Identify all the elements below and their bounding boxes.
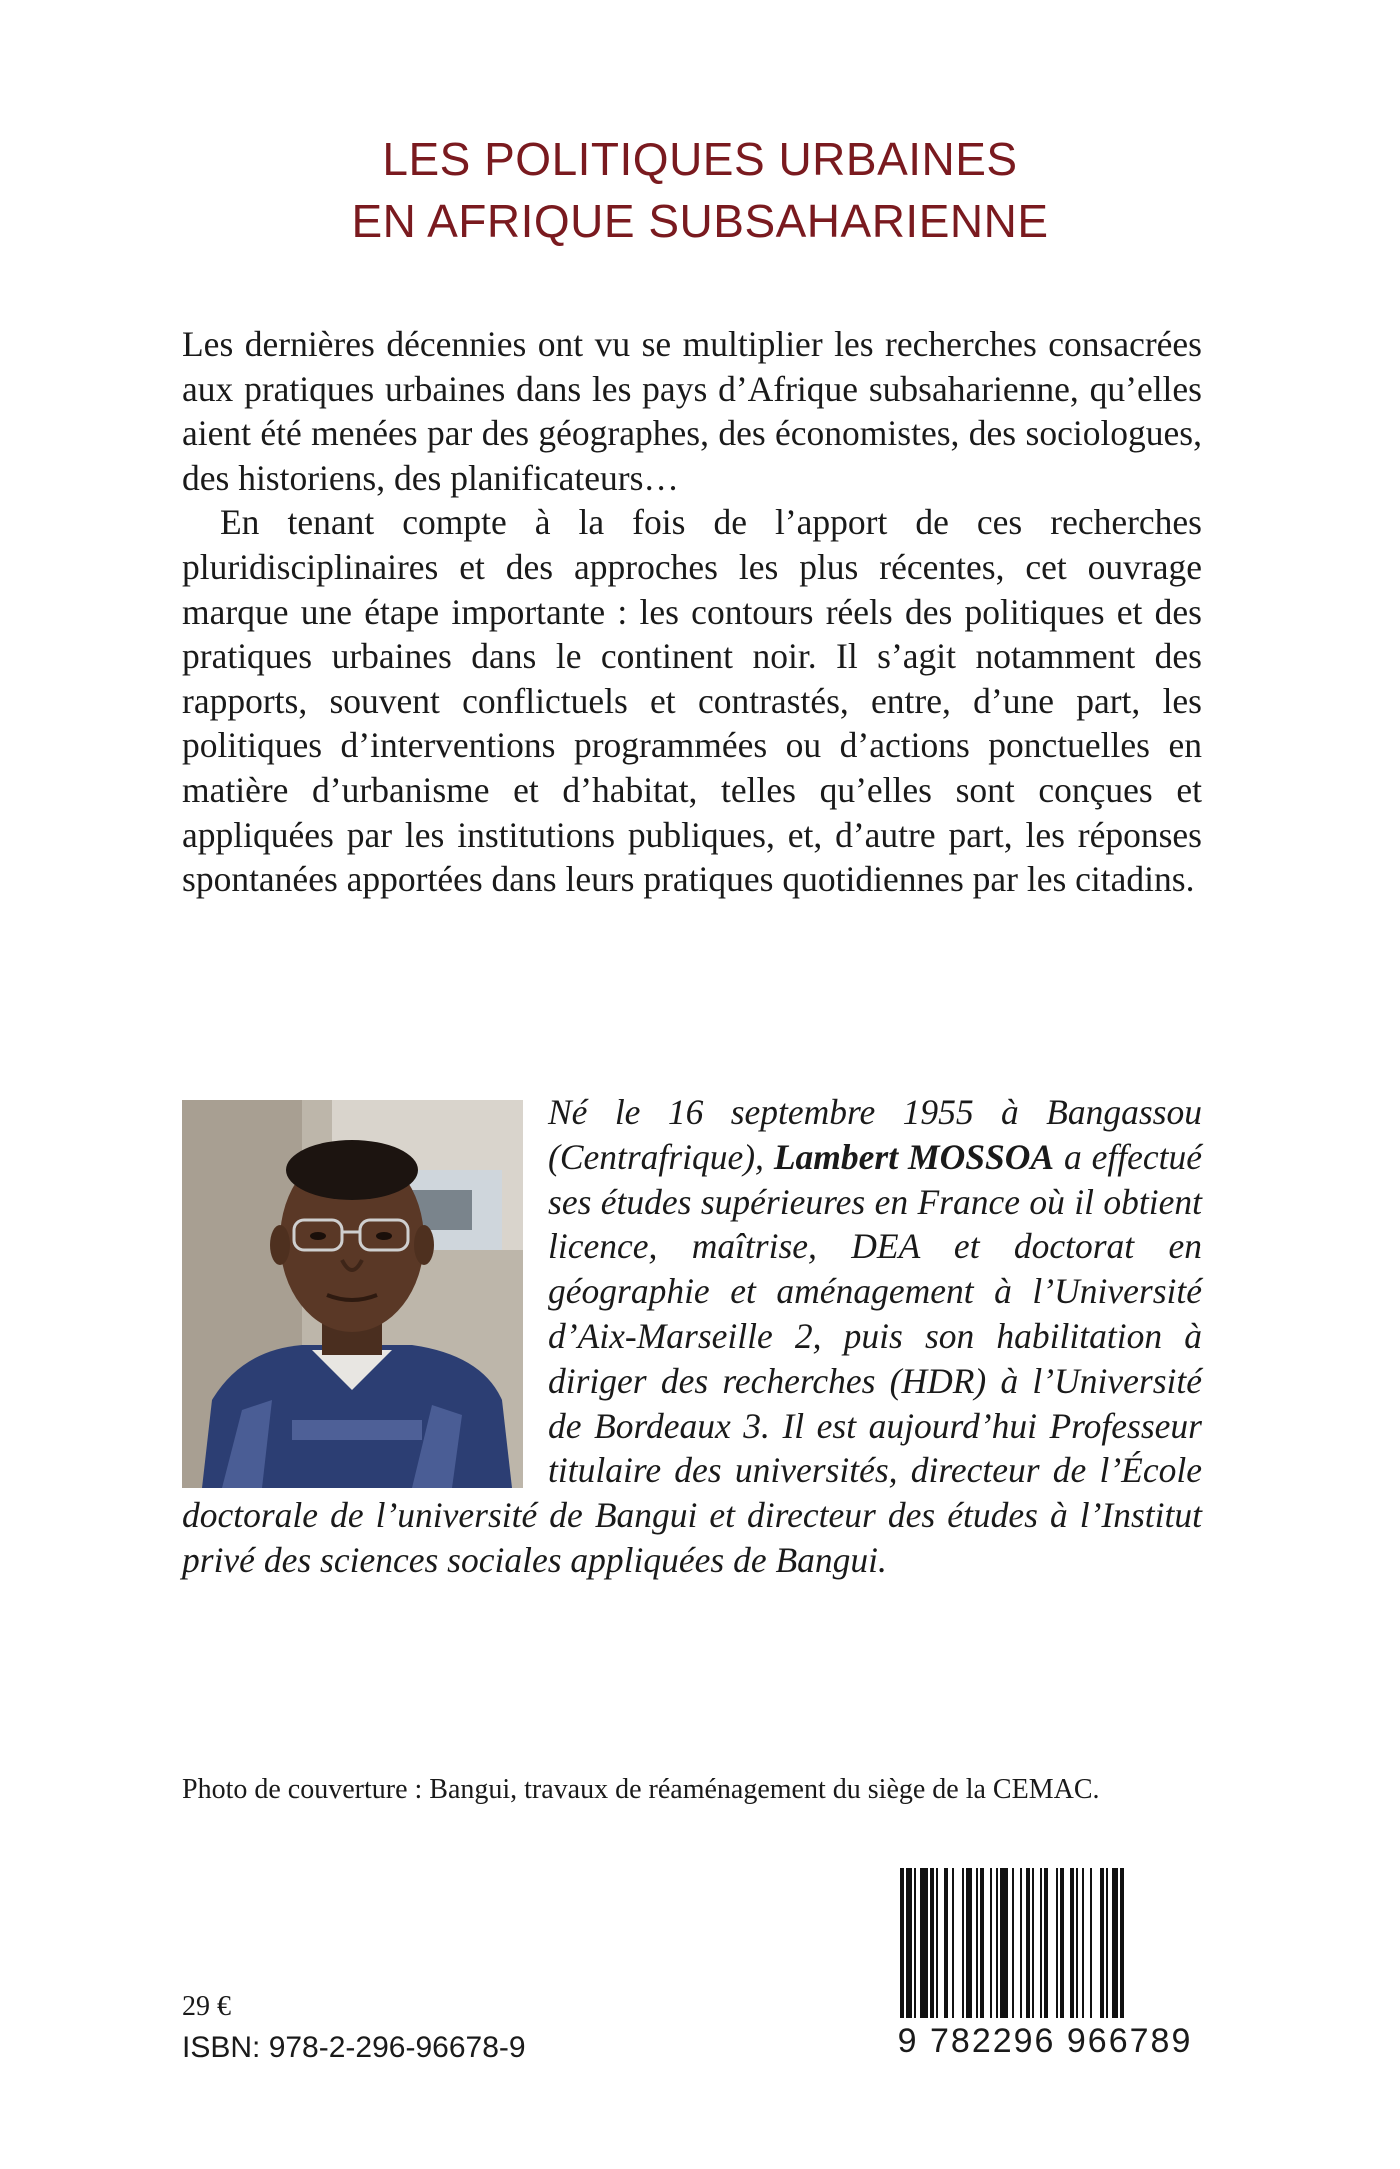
barcode-bar (1056, 1868, 1058, 2018)
barcode-bar (1090, 1868, 1092, 2018)
barcode-bar (930, 1868, 934, 2018)
title-line-1: LES POLITIQUES URBAINES (382, 133, 1018, 185)
barcode-digits: 9 782296 966789 (897, 2022, 1193, 2060)
barcode-bar (1070, 1868, 1074, 2018)
cover-photo-credit: Photo de couverture : Bangui, travaux de réaménagement du siège de la CEMAC. (182, 1774, 1100, 1805)
bio-body: a effectué ses études supérieures en France où il obtient licence, maîtrise, DEA et doctorat en géographie et aménagement à l’Université d’Aix-Marseille 2, puis son habilitation à diriger des recherches (HDR) à l’Université de Bordeaux 3. Il est aujourd’hui Professeur titulaire des universités, directeur de l’École doctorale de l’université de Bangui et directeur des études à l’Institut privé des sciences sociales appliquées de Bangui. (182, 1136, 1202, 1580)
photo-space (182, 1090, 548, 1484)
barcode-bar (976, 1868, 978, 2018)
barcode-bar (1032, 1868, 1034, 2018)
barcode-bar (1000, 1868, 1008, 2018)
barcode-bar (966, 1868, 972, 2018)
barcode-bar (1044, 1868, 1048, 2018)
barcode-bar (906, 1868, 912, 2018)
barcode-bars (880, 1868, 1210, 2018)
title-line-2: EN AFRIQUE SUBSAHARIENNE (351, 195, 1049, 247)
blurb-paragraph-2: En tenant compte à la fois de l’apport de ces recherches pluridisciplinaires et des approches les plus récentes, cet ouvrage marque une étape importante : les contours réels des politiques et des pratiques urbaines dans le continent noir. Il s’agit notamment des rapports, souvent conflictuels et contrastés, entre, d’une part, les politiques d’interventions programmées ou d’actions ponctuelles en matière d’urbanisme et d’habitat, telles qu’elles sont conçues et appliquées par les institutions publiques, et, d’autre part, les réponses spontanées apportées dans leurs pratiques quotidiennes par les citadins. (182, 502, 1202, 900)
barcode-bar (996, 1868, 998, 2018)
barcode-bar (990, 1868, 992, 2018)
barcode-bar (1060, 1868, 1064, 2018)
barcode-bar (920, 1868, 928, 2018)
barcode-bar (900, 1868, 904, 2018)
barcode-bar (1106, 1868, 1108, 2018)
blurb-paragraph-1: Les dernières décennies ont vu se multiplier les recherches consacrées aux pratiques urbaines dans les pays d’Afrique subsaharienne, qu’elles aient été menées par des géographes, des économistes, des sociologues, des historiens, des planificateurs… (182, 324, 1202, 498)
barcode-bar (1012, 1868, 1014, 2018)
barcode-bar (1026, 1868, 1030, 2018)
barcode-bar (1076, 1868, 1078, 2018)
barcode-bar (1100, 1868, 1104, 2018)
barcode-bar (944, 1868, 948, 2018)
book-title (0, 128, 1400, 252)
author-biography (182, 1090, 1202, 1583)
barcode-bar (1112, 1868, 1118, 2018)
barcode-bar (1082, 1868, 1084, 2018)
isbn: ISBN: 978-2-296-96678-9 (182, 2031, 526, 2064)
back-cover-blurb (182, 322, 1202, 902)
bio-intro: Né le 16 septembre 1955 à Bangassou (Centrafrique), (548, 1092, 1202, 1177)
author-name: Lambert MOSSOA (773, 1136, 1055, 1177)
barcode-bar (980, 1868, 984, 2018)
barcode-bar (952, 1868, 954, 2018)
barcode-bar (1020, 1868, 1022, 2018)
barcode-bar (1120, 1868, 1124, 2018)
barcode-bar (914, 1868, 916, 2018)
barcode-bar (1040, 1868, 1042, 2018)
price: 29 € (182, 1991, 231, 2022)
barcode-bar (962, 1868, 964, 2018)
barcode-bar (936, 1868, 938, 2018)
